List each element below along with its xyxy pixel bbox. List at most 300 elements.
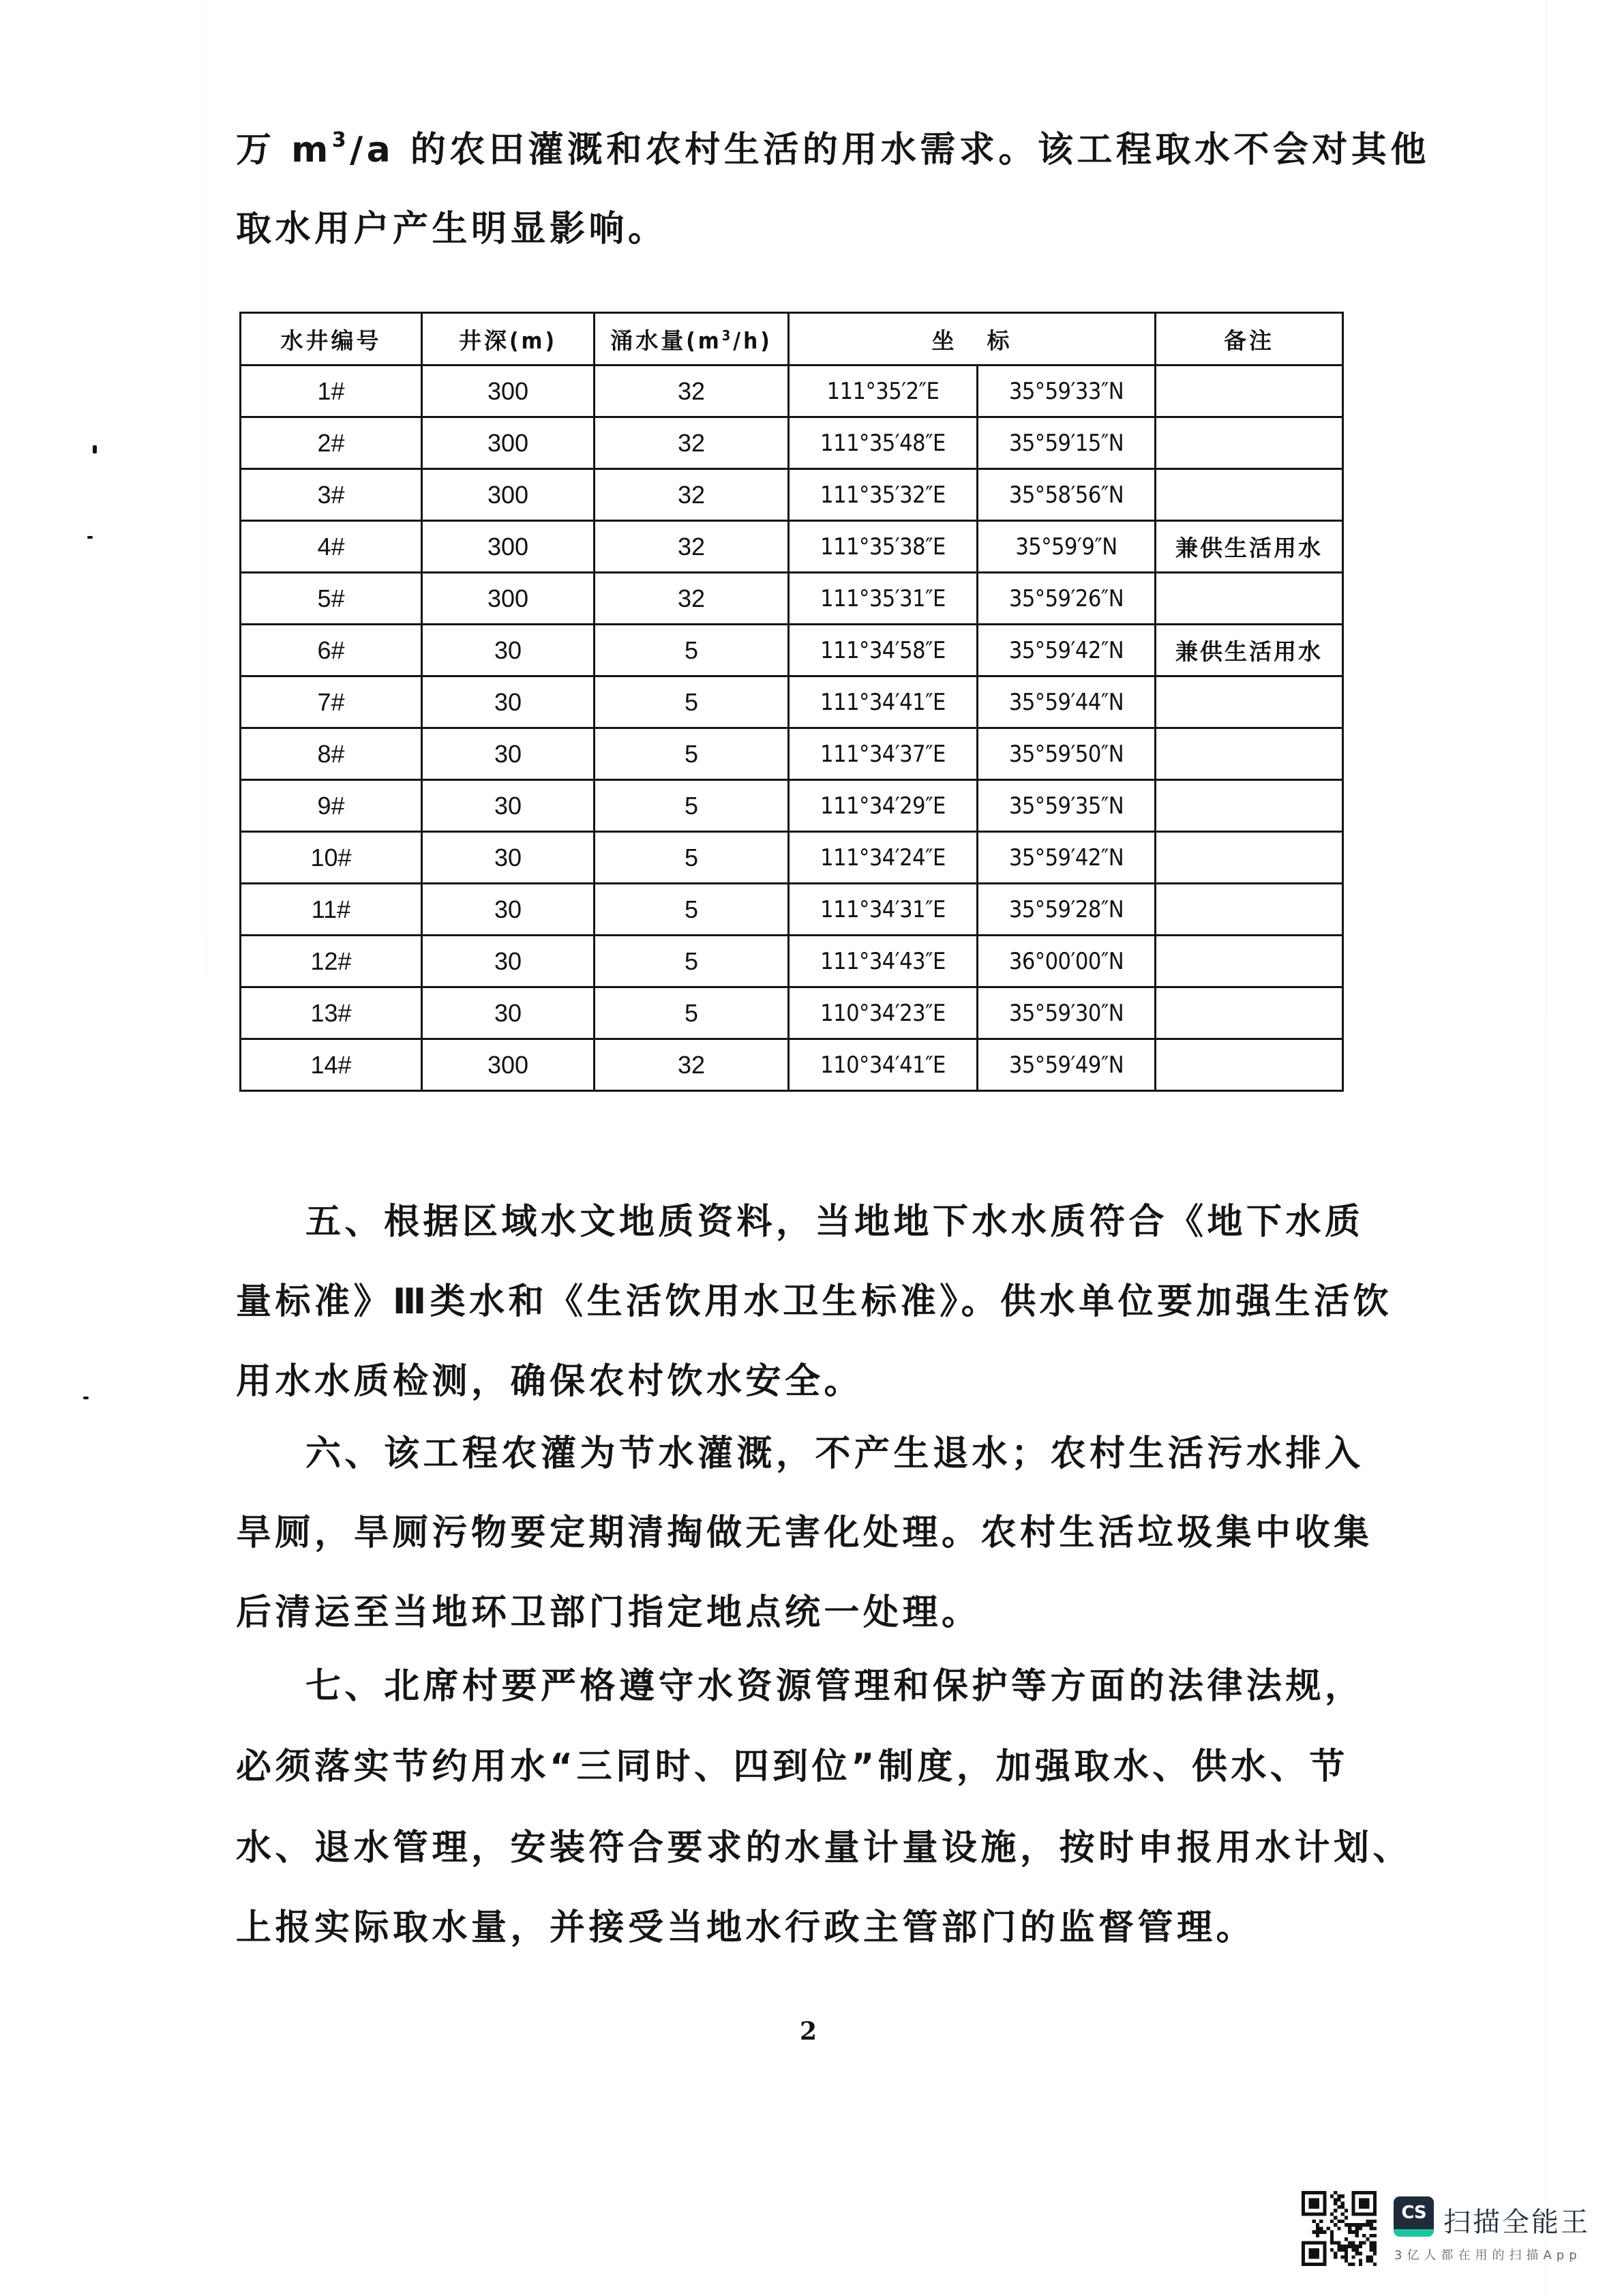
note-cell: 兼供生活用水 (1156, 521, 1343, 573)
qr-module (1345, 2216, 1348, 2220)
table-row (241, 936, 1343, 987)
well-no-cell: 4# (241, 521, 422, 573)
qr-module (1308, 2212, 1312, 2216)
yield-cell: 5 (595, 884, 789, 936)
yield-cell: 32 (595, 521, 789, 573)
section-6-line: 旱厕，旱厕污物要定期清掏做无害化处理。农村生活垃圾集中收集 (236, 1512, 1373, 1553)
header-coordinates (789, 313, 1156, 366)
qr-module (1370, 2191, 1373, 2194)
well-no-cell: 8# (241, 728, 422, 780)
qr-module (1308, 2191, 1312, 2194)
table-row (241, 676, 1343, 728)
qr-module (1362, 2223, 1366, 2226)
qr-module (1302, 2259, 1305, 2263)
text: 万 m (236, 130, 332, 170)
qr-module (1330, 2237, 1334, 2241)
qr-module (1308, 2255, 1312, 2258)
qr-module (1351, 2231, 1355, 2234)
qr-module (1366, 2191, 1369, 2194)
note-cell: 兼供生活用水 (1156, 625, 1343, 676)
qr-module (1316, 2241, 1319, 2244)
note-cell (1156, 676, 1343, 728)
header-well-no: 水井编号 (241, 313, 422, 366)
camscanner-watermark (1299, 2186, 1612, 2274)
qr-module (1312, 2263, 1316, 2266)
qr-module (1370, 2241, 1373, 2244)
depth-cell: 300 (422, 1039, 595, 1091)
section-5-line: 用水水质检测，确保农村饮水安全。 (236, 1361, 864, 1402)
qr-module (1305, 2212, 1308, 2216)
table-row (241, 987, 1343, 1039)
qr-module (1319, 2241, 1323, 2244)
text: 标 (987, 327, 1012, 354)
qr-module (1355, 2245, 1359, 2248)
yield-cell: 32 (595, 366, 789, 417)
qr-module (1305, 2241, 1308, 2244)
qr-module (1330, 2241, 1334, 2244)
longitude-cell: 111°35′31″E (789, 573, 978, 625)
qr-module (1302, 2205, 1305, 2209)
well-no-cell: 3# (241, 469, 422, 521)
qr-module (1359, 2191, 1362, 2194)
latitude-cell: 35°59′28″N (978, 884, 1156, 936)
qr-module (1323, 2252, 1326, 2255)
qr-module (1337, 2248, 1340, 2252)
qr-module (1373, 2194, 1377, 2198)
qr-module (1323, 2198, 1326, 2201)
qr-module (1319, 2212, 1323, 2216)
depth-cell: 30 (422, 936, 595, 987)
qr-module (1362, 2191, 1366, 2194)
latitude-cell: 35°59′26″N (978, 573, 1156, 625)
qr-module (1355, 2252, 1359, 2255)
note-cell (1156, 573, 1343, 625)
depth-cell: 30 (422, 780, 595, 832)
table-row (241, 728, 1343, 780)
qr-module (1366, 2220, 1369, 2223)
qr-module (1334, 2255, 1337, 2258)
qr-module (1302, 2248, 1305, 2252)
qr-module (1348, 2226, 1351, 2230)
qr-module (1366, 2223, 1369, 2226)
superscript: 3 (721, 327, 734, 344)
yield-cell: 32 (595, 1039, 789, 1091)
qr-module (1341, 2245, 1345, 2248)
depth-cell: 30 (422, 832, 595, 884)
section-5-line: 量标准》Ⅲ类水和《生活饮用水卫生标准》。供水单位要加强生活饮 (236, 1281, 1393, 1322)
qr-module (1323, 2263, 1326, 2266)
qr-module (1323, 2194, 1326, 2198)
qr-module (1334, 2216, 1337, 2220)
qr-module (1312, 2212, 1316, 2216)
qr-module (1302, 2263, 1305, 2266)
qr-module (1362, 2202, 1366, 2205)
table-row (241, 417, 1343, 469)
qr-module (1345, 2209, 1348, 2212)
qr-module (1370, 2245, 1373, 2248)
note-cell (1156, 366, 1343, 417)
qr-module (1312, 2220, 1316, 2223)
latitude-cell: 35°59′49″N (978, 1039, 1156, 1091)
qr-module (1312, 2248, 1316, 2252)
qr-module (1308, 2198, 1312, 2201)
qr-module (1334, 2198, 1337, 2201)
table-row (241, 832, 1343, 884)
qr-module (1341, 2220, 1345, 2223)
qr-module (1341, 2248, 1345, 2252)
qr-module (1312, 2252, 1316, 2255)
qr-module (1330, 2194, 1334, 2198)
text: 坐 (931, 327, 957, 354)
qr-module (1302, 2212, 1305, 2216)
qr-module (1373, 2241, 1377, 2244)
header-note: 备注 (1156, 313, 1343, 366)
qr-module (1370, 2259, 1373, 2263)
table-row (241, 625, 1343, 676)
qr-module (1351, 2255, 1355, 2258)
latitude-cell: 35°58′56″N (978, 469, 1156, 521)
wells-table (239, 312, 1344, 1092)
qr-module (1362, 2234, 1366, 2237)
qr-module (1355, 2248, 1359, 2252)
qr-module (1312, 2205, 1316, 2209)
qr-module (1366, 2212, 1369, 2216)
qr-module (1359, 2252, 1362, 2255)
table-row (241, 884, 1343, 936)
qr-module (1334, 2241, 1337, 2244)
qr-module (1302, 2241, 1305, 2244)
qr-module (1312, 2231, 1316, 2234)
depth-cell: 300 (422, 417, 595, 469)
intro-line-1 (236, 130, 1430, 170)
table-header-row (241, 313, 1343, 366)
well-no-cell: 9# (241, 780, 422, 832)
qr-module (1308, 2248, 1312, 2252)
longitude-cell: 111°34′24″E (789, 832, 978, 884)
qr-module (1351, 2191, 1355, 2194)
qr-module (1334, 2223, 1337, 2226)
depth-cell: 30 (422, 987, 595, 1039)
qr-module (1351, 2212, 1355, 2216)
qr-module (1373, 2234, 1377, 2237)
table-row (241, 1039, 1343, 1091)
qr-module (1373, 2191, 1377, 2194)
qr-module (1351, 2209, 1355, 2212)
yield-cell: 5 (595, 676, 789, 728)
qr-module (1373, 2220, 1377, 2223)
qr-module (1334, 2252, 1337, 2255)
qr-module (1316, 2252, 1319, 2255)
note-cell (1156, 780, 1343, 832)
qr-module (1319, 2226, 1323, 2230)
qr-module (1337, 2194, 1340, 2198)
qr-module (1355, 2231, 1359, 2234)
qr-module (1305, 2191, 1308, 2194)
longitude-cell: 111°34′58″E (789, 625, 978, 676)
latitude-cell: 35°59′42″N (978, 625, 1156, 676)
qr-module (1308, 2202, 1312, 2205)
well-no-cell: 6# (241, 625, 422, 676)
qr-module (1302, 2194, 1305, 2198)
depth-cell: 300 (422, 469, 595, 521)
latitude-cell: 35°59′44″N (978, 676, 1156, 728)
qr-module (1351, 2205, 1355, 2209)
qr-module (1308, 2241, 1312, 2244)
qr-module (1323, 2191, 1326, 2194)
qr-module (1370, 2234, 1373, 2237)
qr-module (1348, 2263, 1351, 2266)
qr-module (1334, 2209, 1337, 2212)
latitude-cell: 35°59′15″N (978, 417, 1156, 469)
qr-module (1330, 2231, 1334, 2234)
qr-module (1308, 2205, 1312, 2209)
qr-module (1316, 2226, 1319, 2230)
qr-module (1337, 2198, 1340, 2201)
longitude-cell: 111°34′41″E (789, 676, 978, 728)
qr-module (1323, 2245, 1326, 2248)
well-no-cell: 12# (241, 936, 422, 987)
qr-module (1337, 2205, 1340, 2209)
qr-module (1370, 2248, 1373, 2252)
well-no-cell: 2# (241, 417, 422, 469)
qr-module (1355, 2226, 1359, 2230)
qr-module (1370, 2255, 1373, 2258)
qr-module (1302, 2202, 1305, 2205)
qr-module (1373, 2248, 1377, 2252)
scan-mark (87, 536, 93, 539)
superscript: 3 (331, 128, 350, 152)
qr-module (1348, 2241, 1351, 2244)
note-cell (1156, 1039, 1343, 1091)
qr-module (1366, 2202, 1369, 2205)
qr-module (1302, 2252, 1305, 2255)
table-row (241, 366, 1343, 417)
qr-module (1316, 2234, 1319, 2237)
longitude-cell: 110°34′41″E (789, 1039, 978, 1091)
table-row (241, 469, 1343, 521)
qr-module (1330, 2234, 1334, 2237)
note-cell (1156, 987, 1343, 1039)
app-tagline: 3亿人都在用的扫描App (1394, 2248, 1582, 2263)
qr-module (1370, 2212, 1373, 2216)
qr-module (1359, 2223, 1362, 2226)
longitude-cell: 111°35′38″E (789, 521, 978, 573)
qr-module (1323, 2259, 1326, 2263)
qr-module (1373, 2263, 1377, 2266)
qr-module (1345, 2248, 1348, 2252)
qr-module (1312, 2202, 1316, 2205)
longitude-cell: 110°34′23″E (789, 987, 978, 1039)
well-no-cell: 5# (241, 573, 422, 625)
depth-cell: 30 (422, 728, 595, 780)
depth-cell: 30 (422, 625, 595, 676)
longitude-cell: 111°34′37″E (789, 728, 978, 780)
qr-module (1337, 2226, 1340, 2230)
section-7-line: 七、北席村要严格遵守水资源管理和保护等方面的法律法规， (305, 1666, 1364, 1707)
page-edge-left (205, 0, 207, 2296)
qr-module (1327, 2226, 1330, 2230)
qr-module (1323, 2231, 1326, 2234)
qr-module (1373, 2202, 1377, 2205)
logo-band (1394, 2229, 1434, 2237)
depth-cell: 300 (422, 366, 595, 417)
qr-module (1337, 2241, 1340, 2244)
yield-cell: 5 (595, 832, 789, 884)
qr-module (1316, 2263, 1319, 2266)
qr-module (1337, 2220, 1340, 2223)
qr-module (1359, 2198, 1362, 2201)
camscanner-logo-icon (1394, 2196, 1434, 2237)
longitude-cell: 111°34′29″E (789, 780, 978, 832)
qr-module (1355, 2191, 1359, 2194)
qr-module (1373, 2198, 1377, 2201)
qr-module (1355, 2234, 1359, 2237)
qr-module (1345, 2237, 1348, 2241)
qr-module (1355, 2212, 1359, 2216)
section-5-line: 五、根据区域水文地质资料，当地地下水水质符合《地下水质 (305, 1202, 1364, 1242)
qr-module (1355, 2223, 1359, 2226)
qr-module (1345, 2259, 1348, 2263)
qr-module (1359, 2202, 1362, 2205)
latitude-cell: 35°59′30″N (978, 987, 1156, 1039)
yield-cell: 5 (595, 987, 789, 1039)
app-name: 扫描全能王 (1443, 2207, 1590, 2238)
qr-module (1373, 2252, 1377, 2255)
qr-module (1316, 2205, 1319, 2209)
qr-module (1323, 2209, 1326, 2212)
qr-module (1316, 2223, 1319, 2226)
qr-module (1362, 2241, 1366, 2244)
yield-cell: 32 (595, 573, 789, 625)
qr-module (1345, 2223, 1348, 2226)
qr-module (1362, 2198, 1366, 2201)
qr-module (1366, 2237, 1369, 2241)
qr-module (1302, 2255, 1305, 2258)
qr-module (1351, 2241, 1355, 2244)
qr-module (1341, 2194, 1345, 2198)
qr-module (1302, 2191, 1305, 2194)
yield-cell: 32 (595, 469, 789, 521)
qr-module (1323, 2205, 1326, 2209)
yield-cell: 5 (595, 625, 789, 676)
table-row (241, 780, 1343, 832)
qr-module (1341, 2212, 1345, 2216)
section-7-line: 水、退水管理，安装符合要求的水量计量设施，按时申报用水计划、 (236, 1828, 1413, 1868)
qr-module (1316, 2202, 1319, 2205)
qr-module (1366, 2198, 1369, 2201)
text: 涌水量(m (610, 327, 722, 354)
qr-module (1373, 2209, 1377, 2212)
qr-module (1330, 2220, 1334, 2223)
qr-module (1370, 2220, 1373, 2223)
page-number: 2 (800, 2017, 817, 2046)
qr-module (1312, 2191, 1316, 2194)
qr-module (1348, 2223, 1351, 2226)
qr-module (1316, 2198, 1319, 2201)
qr-module (1370, 2223, 1373, 2226)
section-7-line: 必须落实节约用水“三同时、四到位”制度，加强取水、供水、节 (236, 1746, 1349, 1787)
qr-module (1319, 2191, 1323, 2194)
qr-module (1323, 2202, 1326, 2205)
qr-module (1330, 2248, 1334, 2252)
qr-module (1323, 2255, 1326, 2258)
well-no-cell: 11# (241, 884, 422, 936)
qr-module (1351, 2223, 1355, 2226)
qr-module (1345, 2252, 1348, 2255)
intro-line-2: 取水用户产生明显影响。 (236, 209, 667, 250)
qr-module (1373, 2212, 1377, 2216)
scan-mark (93, 445, 97, 453)
qr-module (1316, 2191, 1319, 2194)
table-row (241, 521, 1343, 573)
longitude-cell: 111°34′43″E (789, 936, 978, 987)
qr-module (1323, 2248, 1326, 2252)
qr-module (1359, 2245, 1362, 2248)
qr-module (1370, 2226, 1373, 2230)
qr-module (1359, 2226, 1362, 2230)
qr-module (1348, 2245, 1351, 2248)
qr-module (1359, 2259, 1362, 2263)
note-cell (1156, 728, 1343, 780)
qr-module (1308, 2252, 1312, 2255)
text: /h) (733, 327, 772, 354)
page-edge-right (1545, 0, 1547, 2296)
note-cell (1156, 936, 1343, 987)
latitude-cell: 35°59′33″N (978, 366, 1156, 417)
depth-cell: 300 (422, 521, 595, 573)
qr-module (1359, 2263, 1362, 2266)
qr-module (1316, 2255, 1319, 2258)
longitude-cell: 111°35′48″E (789, 417, 978, 469)
qr-module (1373, 2205, 1377, 2209)
qr-code-icon (1302, 2191, 1377, 2266)
qr-module (1348, 2231, 1351, 2234)
qr-module (1302, 2198, 1305, 2201)
qr-module (1316, 2212, 1319, 2216)
note-cell (1156, 469, 1343, 521)
well-no-cell: 1# (241, 366, 422, 417)
scan-mark (83, 1397, 89, 1399)
depth-cell: 300 (422, 573, 595, 625)
qr-module (1330, 2212, 1334, 2216)
section-6-line: 后清运至当地环卫部门指定地点统一处理。 (236, 1592, 981, 1633)
qr-module (1319, 2263, 1323, 2266)
qr-module (1373, 2226, 1377, 2230)
latitude-cell: 35°59′35″N (978, 780, 1156, 832)
qr-module (1312, 2198, 1316, 2201)
qr-module (1345, 2255, 1348, 2258)
qr-module (1359, 2205, 1362, 2209)
qr-module (1359, 2212, 1362, 2216)
note-cell (1156, 884, 1343, 936)
qr-module (1351, 2202, 1355, 2205)
qr-module (1308, 2263, 1312, 2266)
qr-module (1334, 2202, 1337, 2205)
qr-module (1362, 2212, 1366, 2216)
qr-module (1366, 2259, 1369, 2263)
section-6-line: 六、该工程农灌为节水灌溉，不产生退水；农村生活污水排入 (305, 1433, 1364, 1474)
qr-module (1302, 2245, 1305, 2248)
depth-cell: 30 (422, 676, 595, 728)
note-cell (1156, 417, 1343, 469)
latitude-cell: 35°59′50″N (978, 728, 1156, 780)
text: /a 的农田灌溉和农村生活的用水需求。该工程取水不会对其他 (350, 130, 1430, 170)
longitude-cell: 111°35′32″E (789, 469, 978, 521)
qr-module (1366, 2205, 1369, 2209)
qr-module (1302, 2209, 1305, 2212)
well-no-cell: 10# (241, 832, 422, 884)
qr-module (1341, 2205, 1345, 2209)
